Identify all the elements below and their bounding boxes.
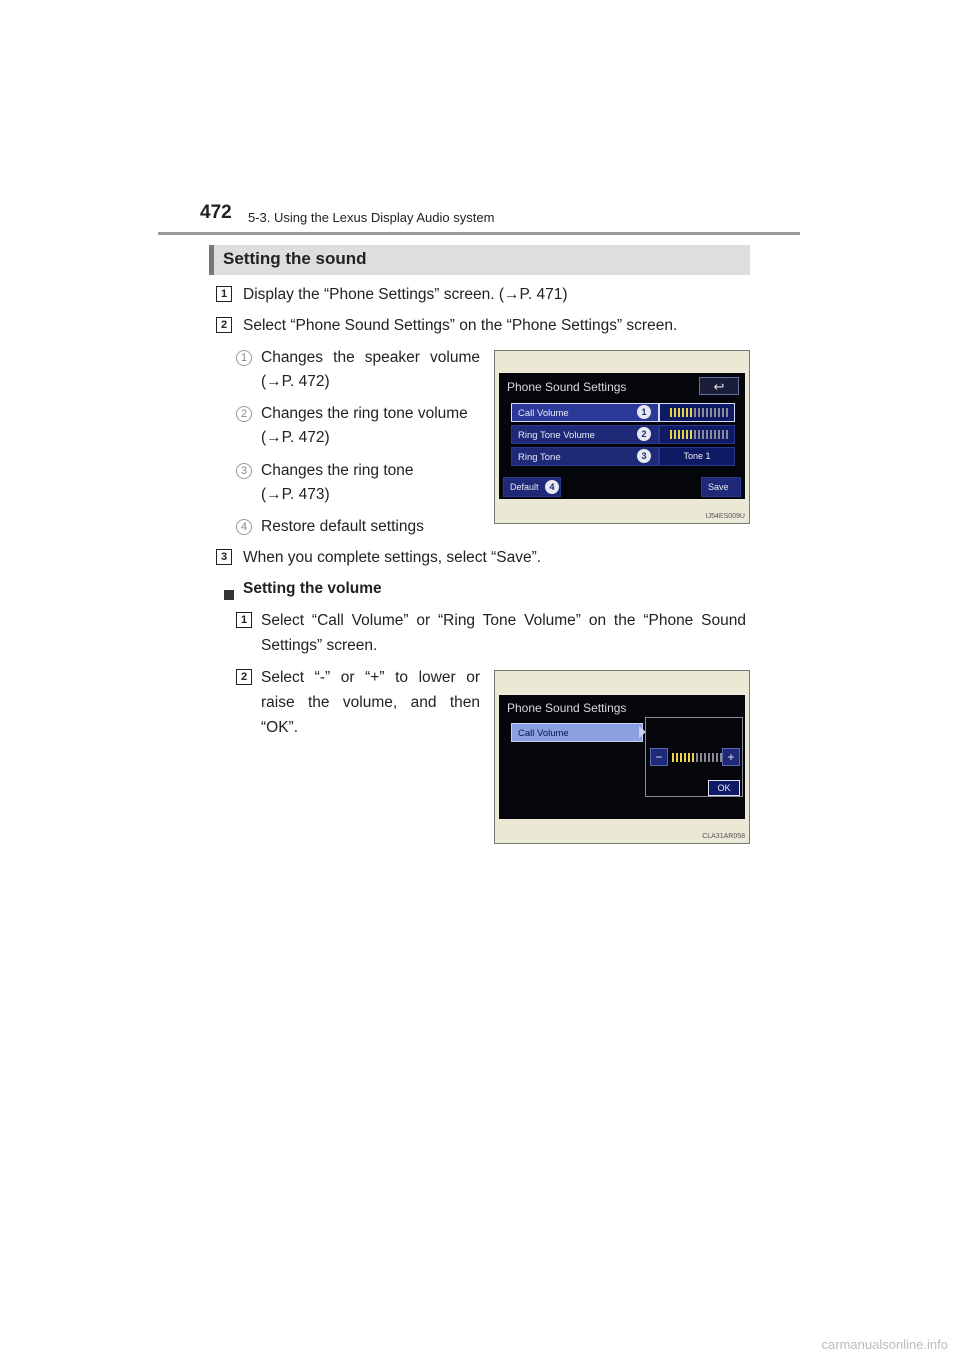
minus-button[interactable]: − (650, 748, 668, 766)
callout-4-line1: Restore default settings (261, 518, 424, 535)
volume-bar-off (710, 430, 712, 439)
volume-bar-on (688, 753, 690, 762)
callout-number-4: 4 (236, 519, 252, 535)
callout-number-3: 3 (236, 463, 252, 479)
volume-bar-off (694, 408, 696, 417)
sub-step-number-1: 1 (236, 612, 252, 628)
volume-bar-off (722, 430, 724, 439)
volume-bar-on (670, 408, 672, 417)
volume-bar-on (670, 430, 672, 439)
volume-bar-on (676, 753, 678, 762)
ring-tone-volume-level[interactable] (659, 425, 735, 444)
volume-bar-on (682, 430, 684, 439)
callout-1-line2: (→P. 472) (261, 373, 330, 390)
volume-bar-on (682, 408, 684, 417)
callout-3-line2: (→P. 473) (261, 486, 330, 503)
volume-bar-on (690, 408, 692, 417)
volume-bar-off (710, 408, 712, 417)
volume-bar-off (726, 408, 728, 417)
save-button[interactable]: Save (701, 477, 741, 497)
volume-bar-off (714, 408, 716, 417)
row-number-3: 3 (637, 449, 651, 463)
volume-bar-on (680, 753, 682, 762)
row-number-1: 1 (637, 405, 651, 419)
volume-bar-on (672, 753, 674, 762)
volume-bar-on (686, 430, 688, 439)
screen-2 (499, 695, 745, 819)
volume-bar-on (674, 430, 676, 439)
volume-bar-on (678, 408, 680, 417)
volume-bar-off (698, 408, 700, 417)
volume-bar-off (702, 408, 704, 417)
volume-bars (670, 430, 730, 439)
volume-bar-on (690, 430, 692, 439)
row-ring-tone-volume[interactable]: Ring Tone Volume (511, 425, 659, 444)
heading-accent (209, 245, 214, 275)
row-number-2: 2 (637, 427, 651, 441)
section-path: 5-3. Using the Lexus Display Audio system (248, 210, 495, 225)
plus-button[interactable]: + (722, 748, 740, 766)
phone-sound-settings-figure (494, 350, 750, 524)
row-call-volume[interactable]: Call Volume (511, 403, 659, 422)
volume-bar-off (722, 408, 724, 417)
subsection-bullet (224, 590, 234, 600)
volume-bars (670, 408, 730, 417)
volume-bar-off (718, 430, 720, 439)
sub-step-number-2: 2 (236, 669, 252, 685)
volume-bar-on (686, 408, 688, 417)
volume-bar-on (674, 408, 676, 417)
callout-2-line1: Changes the ring tone volume (261, 405, 468, 422)
ring-tone-value[interactable] (659, 447, 735, 466)
volume-bar-off (706, 408, 708, 417)
sub-step-1-line2: Settings” screen. (261, 637, 378, 654)
ring-tone-value-text: Tone 1 (683, 451, 711, 461)
volume-bar-off (708, 753, 710, 762)
volume-bar-off (700, 753, 702, 762)
callout-number-1: 1 (236, 350, 252, 366)
volume-bar-off (696, 753, 698, 762)
volume-bar-off (714, 430, 716, 439)
section-title: Setting the sound (223, 249, 367, 268)
default-number-4: 4 (545, 480, 559, 494)
subsection-title: Setting the volume (243, 580, 382, 597)
step-number-2: 2 (216, 317, 232, 333)
volume-popup (645, 717, 743, 797)
callout-1-line1: Changes the speaker volume (261, 349, 480, 366)
volume-bar-off (698, 430, 700, 439)
screen-1 (499, 373, 745, 499)
figure-code: IJ54ES009U (705, 513, 745, 520)
sub-step-2-line3: “OK”. (261, 719, 299, 736)
page-number: 472 (200, 202, 232, 223)
step-3-text: When you complete settings, select “Save”. (243, 549, 542, 566)
row-ring-tone[interactable]: Ring Tone (511, 447, 659, 466)
volume-bar-off (694, 430, 696, 439)
volume-bar-off (706, 430, 708, 439)
call-volume-level[interactable] (659, 403, 735, 422)
callout-2-line2: (→P. 472) (261, 429, 330, 446)
watermark: carmanualsonline.info (821, 1337, 948, 1352)
back-icon[interactable]: ↩ (699, 377, 739, 395)
volume-bar-off (726, 430, 728, 439)
step-2-text: Select “Phone Sound Settings” on the “Phone Settings” screen. (243, 317, 678, 334)
section-heading (209, 245, 750, 275)
volume-bar-off (704, 753, 706, 762)
callout-number-2: 2 (236, 406, 252, 422)
volume-bar-off (716, 753, 718, 762)
volume-bar-off (712, 753, 714, 762)
volume-bar-on (692, 753, 694, 762)
sub-step-2-line1: Select “-” or “+” to lower or (261, 669, 480, 686)
call-volume-figure (494, 670, 750, 844)
row-call-volume[interactable]: Call Volume (511, 723, 643, 742)
volume-bar-off (702, 430, 704, 439)
sub-step-2-line2: raise the volume, and then (261, 694, 480, 711)
figure-code: CLA31AR058 (702, 833, 745, 840)
volume-bar-on (684, 753, 686, 762)
step-1-text: Display the “Phone Settings” screen. (→P. 471) (243, 286, 568, 303)
volume-bar-off (718, 408, 720, 417)
header-rule (158, 232, 800, 235)
screen-title: Phone Sound Settings (507, 380, 627, 394)
step-number-3: 3 (216, 549, 232, 565)
screen-title: Phone Sound Settings (507, 701, 627, 715)
default-button[interactable]: Default (503, 477, 561, 497)
step-number-1: 1 (216, 286, 232, 302)
callout-3-line1: Changes the ring tone (261, 462, 414, 479)
sub-step-1-line1: Select “Call Volume” or “Ring Tone Volume” on the “Phone Sound (261, 612, 746, 629)
volume-bar-on (678, 430, 680, 439)
ok-button[interactable]: OK (708, 780, 740, 796)
